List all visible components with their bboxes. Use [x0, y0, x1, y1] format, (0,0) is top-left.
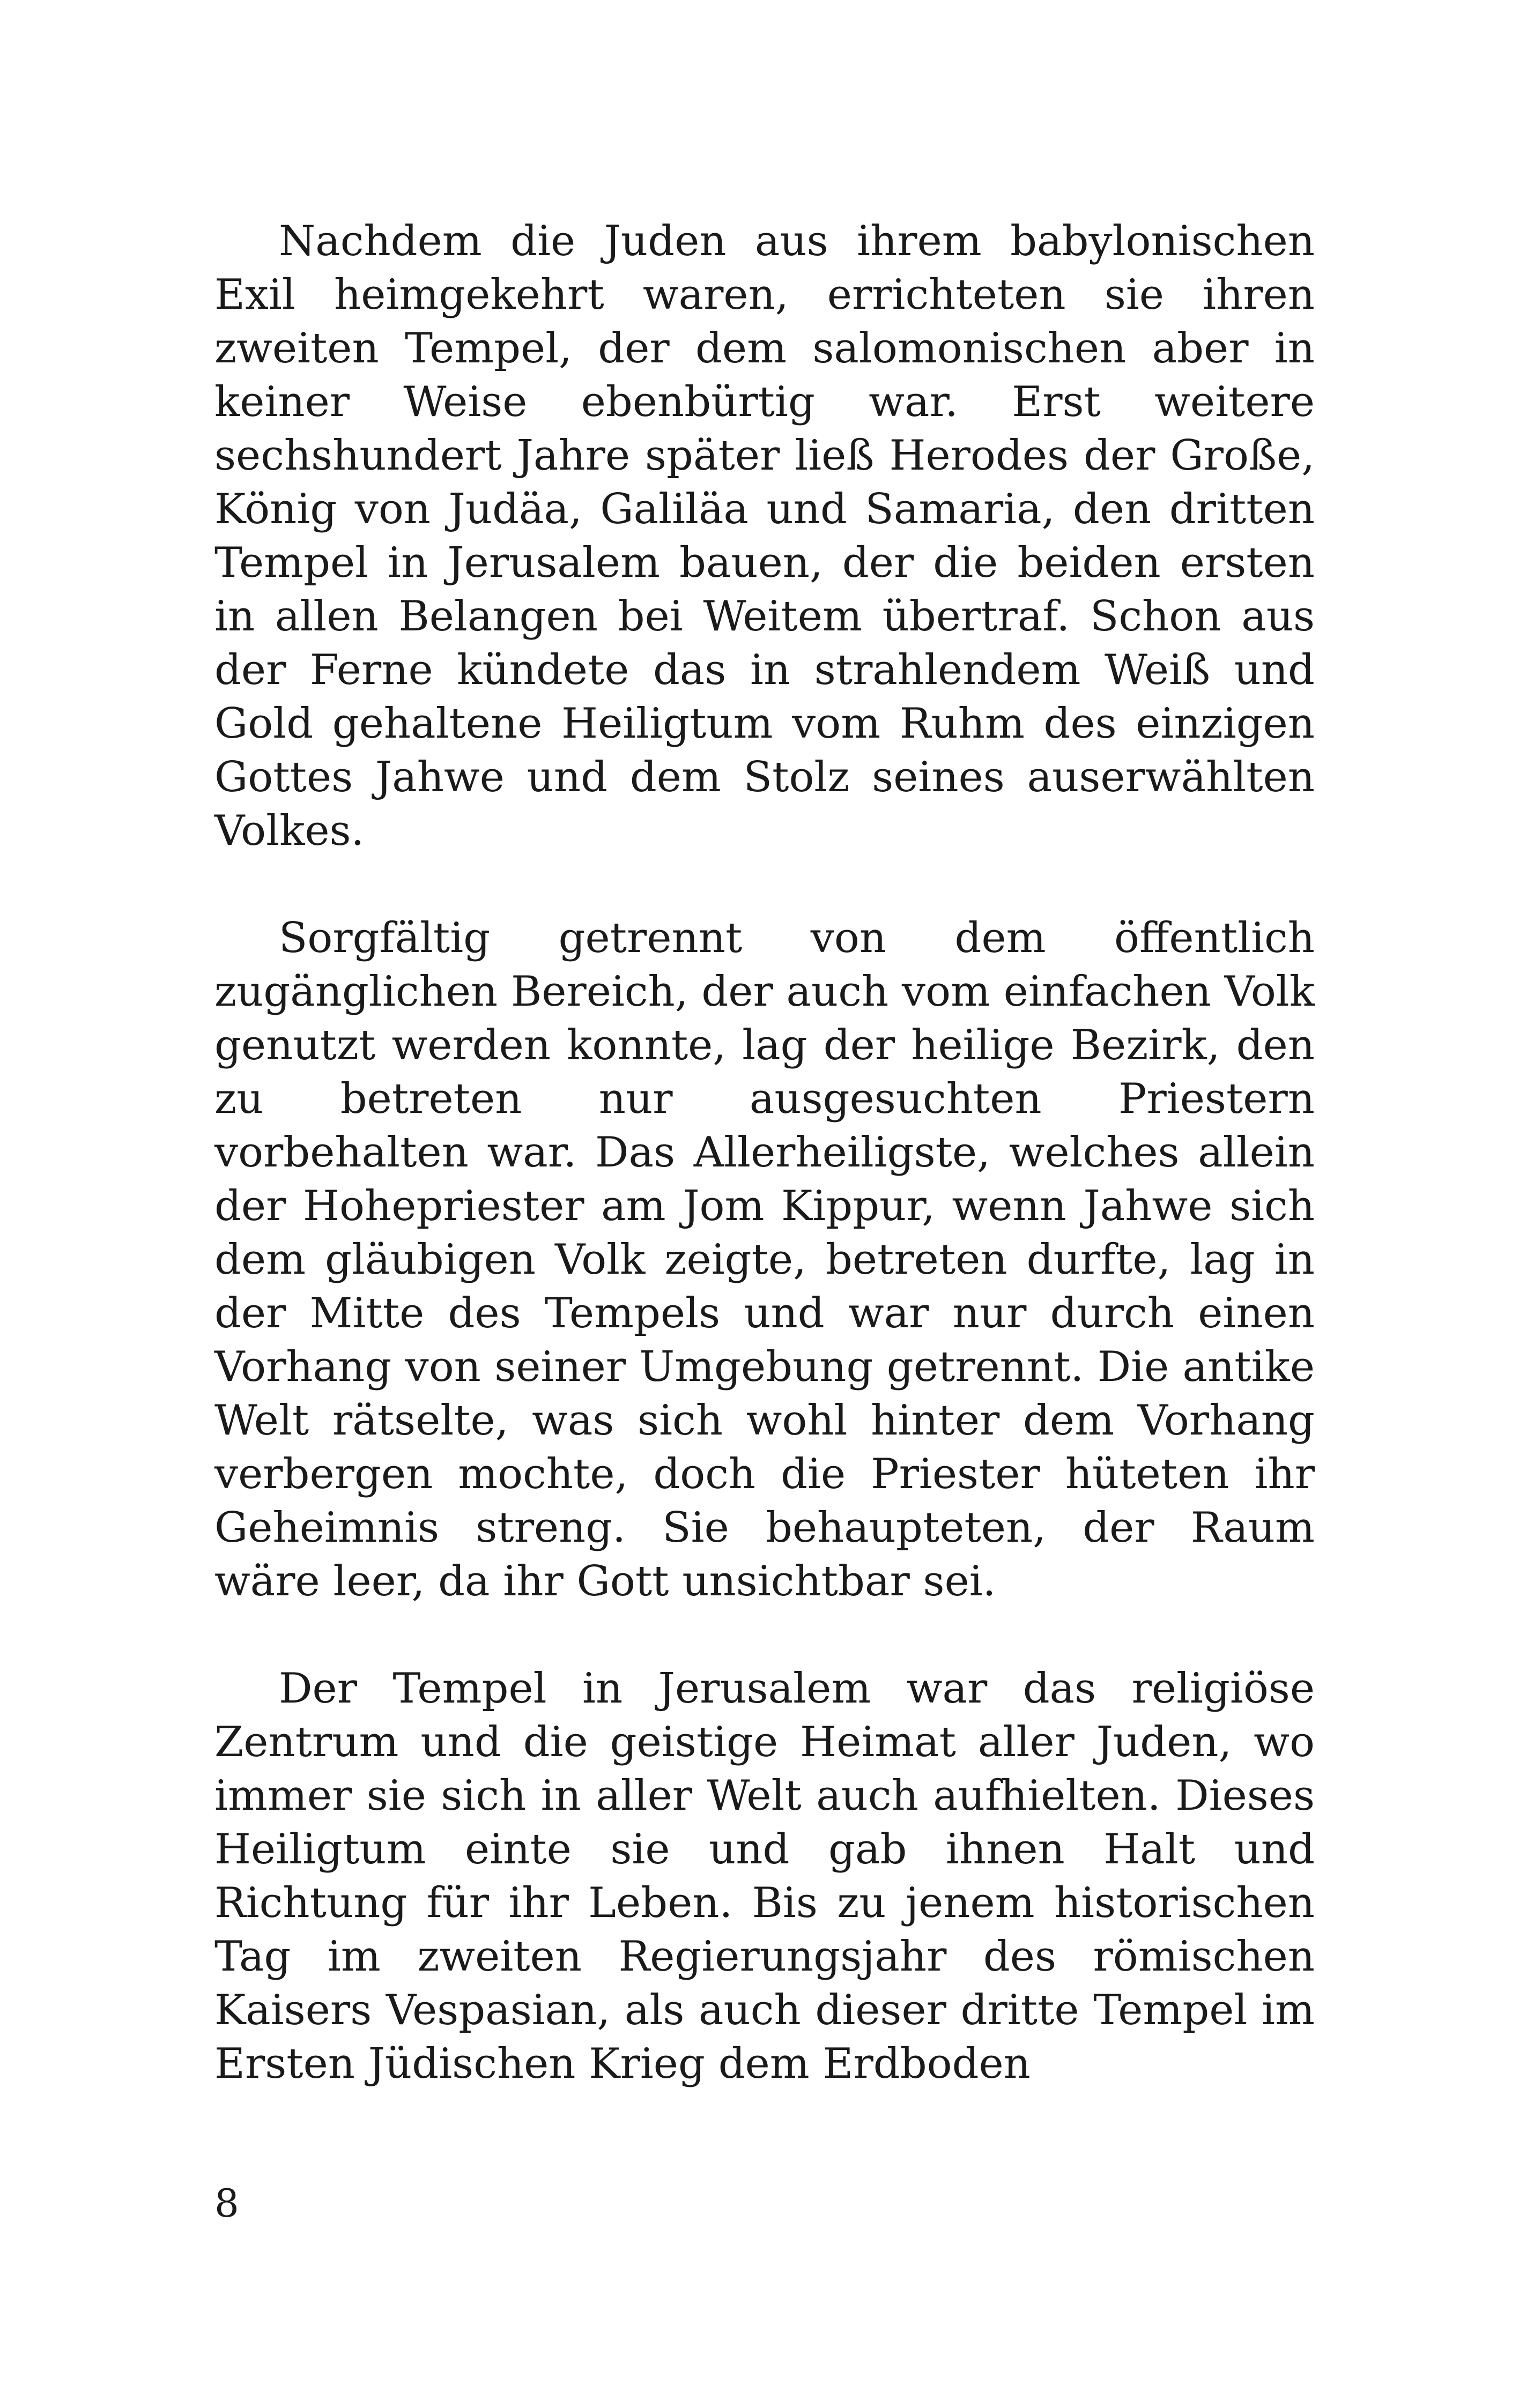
- page-number: 8: [214, 2181, 239, 2226]
- paragraph-2: Sorgfältig getrennt von dem öffentlich zugänglichen Bereich, der auch vom einfachen Volk genutzt werden konnte, lag der heilige Bezirk, den zu betreten nur ausgesuchten Priestern vorbehalten war. Das Allerheiligste, welches allein der Hohepriester am Jom Kippur, wenn Jahwe sich dem gläubigen Volk zeigte, betreten durfte, lag in der Mitte des Tempels und war nur durch einen Vorhang von seiner Umgebung getrennt. Die antike Welt rätselte, was sich wohl hinter dem Vorhang verbergen mochte, doch die Priester hüteten ihr Geheimnis streng. Sie behaupteten, der Raum wäre leer, da ihr Gott unsichtbar sei.: [214, 914, 1315, 1606]
- paragraph-1: Nachdem die Juden aus ihrem babylonischen Exil heimgekehrt waren, errichteten sie ihren zweiten Tempel, der dem salomonischen aber in keiner Weise ebenbürtig war. Erst weitere sechshundert Jahre später ließ Herodes der Große, König von Judäa, Galiläa und Samaria, den dritten Tempel in Jerusalem bauen, der die beiden ersten in allen Belangen bei Weitem übertraf. Schon aus der Ferne kündete das in strahlendem Weiß und Gold gehaltene Heiligtum vom Ruhm des einzigen Gottes Jahwe und dem Stolz seines auserwählten Volkes.: [214, 217, 1315, 855]
- paragraph-3: Der Tempel in Jerusalem war das religiöse Zentrum und die geistige Heimat aller Juden, wo immer sie sich in aller Welt auch aufhielten. Dieses Heiligtum einte sie und gab ihnen Halt und Richtung für ihr Leben. Bis zu jenem historischen Tag im zweiten Regierungsjahr des römischen Kaisers Vespasian, als auch dieser dritte Tempel im Ersten Jüdischen Krieg dem Erdboden: [214, 1664, 1315, 2088]
- body-text: [214, 214, 1315, 2091]
